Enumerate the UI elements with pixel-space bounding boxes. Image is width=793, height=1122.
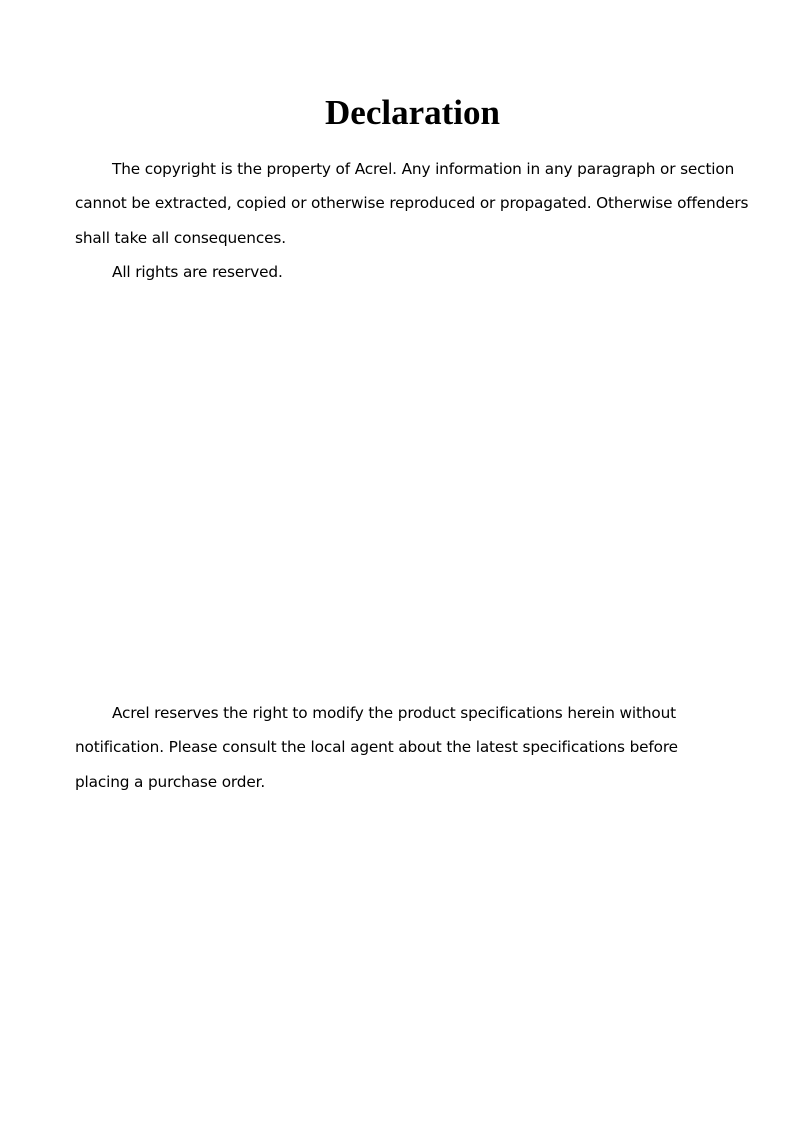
specification-notice-paragraph: Acrel reserves the right to modify the product specifications herein without notification. Please consult the local agent about the latest specifications before placing a purchase order.	[75, 704, 678, 791]
rights-reserved-paragraph: All rights are reserved.	[112, 263, 283, 281]
page-title: Declaration	[325, 93, 500, 132]
copyright-paragraph: The copyright is the property of Acrel. Any information in any paragraph or section cannot be extracted, copied or otherwise reproduced or propagated. Otherwise offenders shall take all consequences.	[75, 160, 749, 247]
